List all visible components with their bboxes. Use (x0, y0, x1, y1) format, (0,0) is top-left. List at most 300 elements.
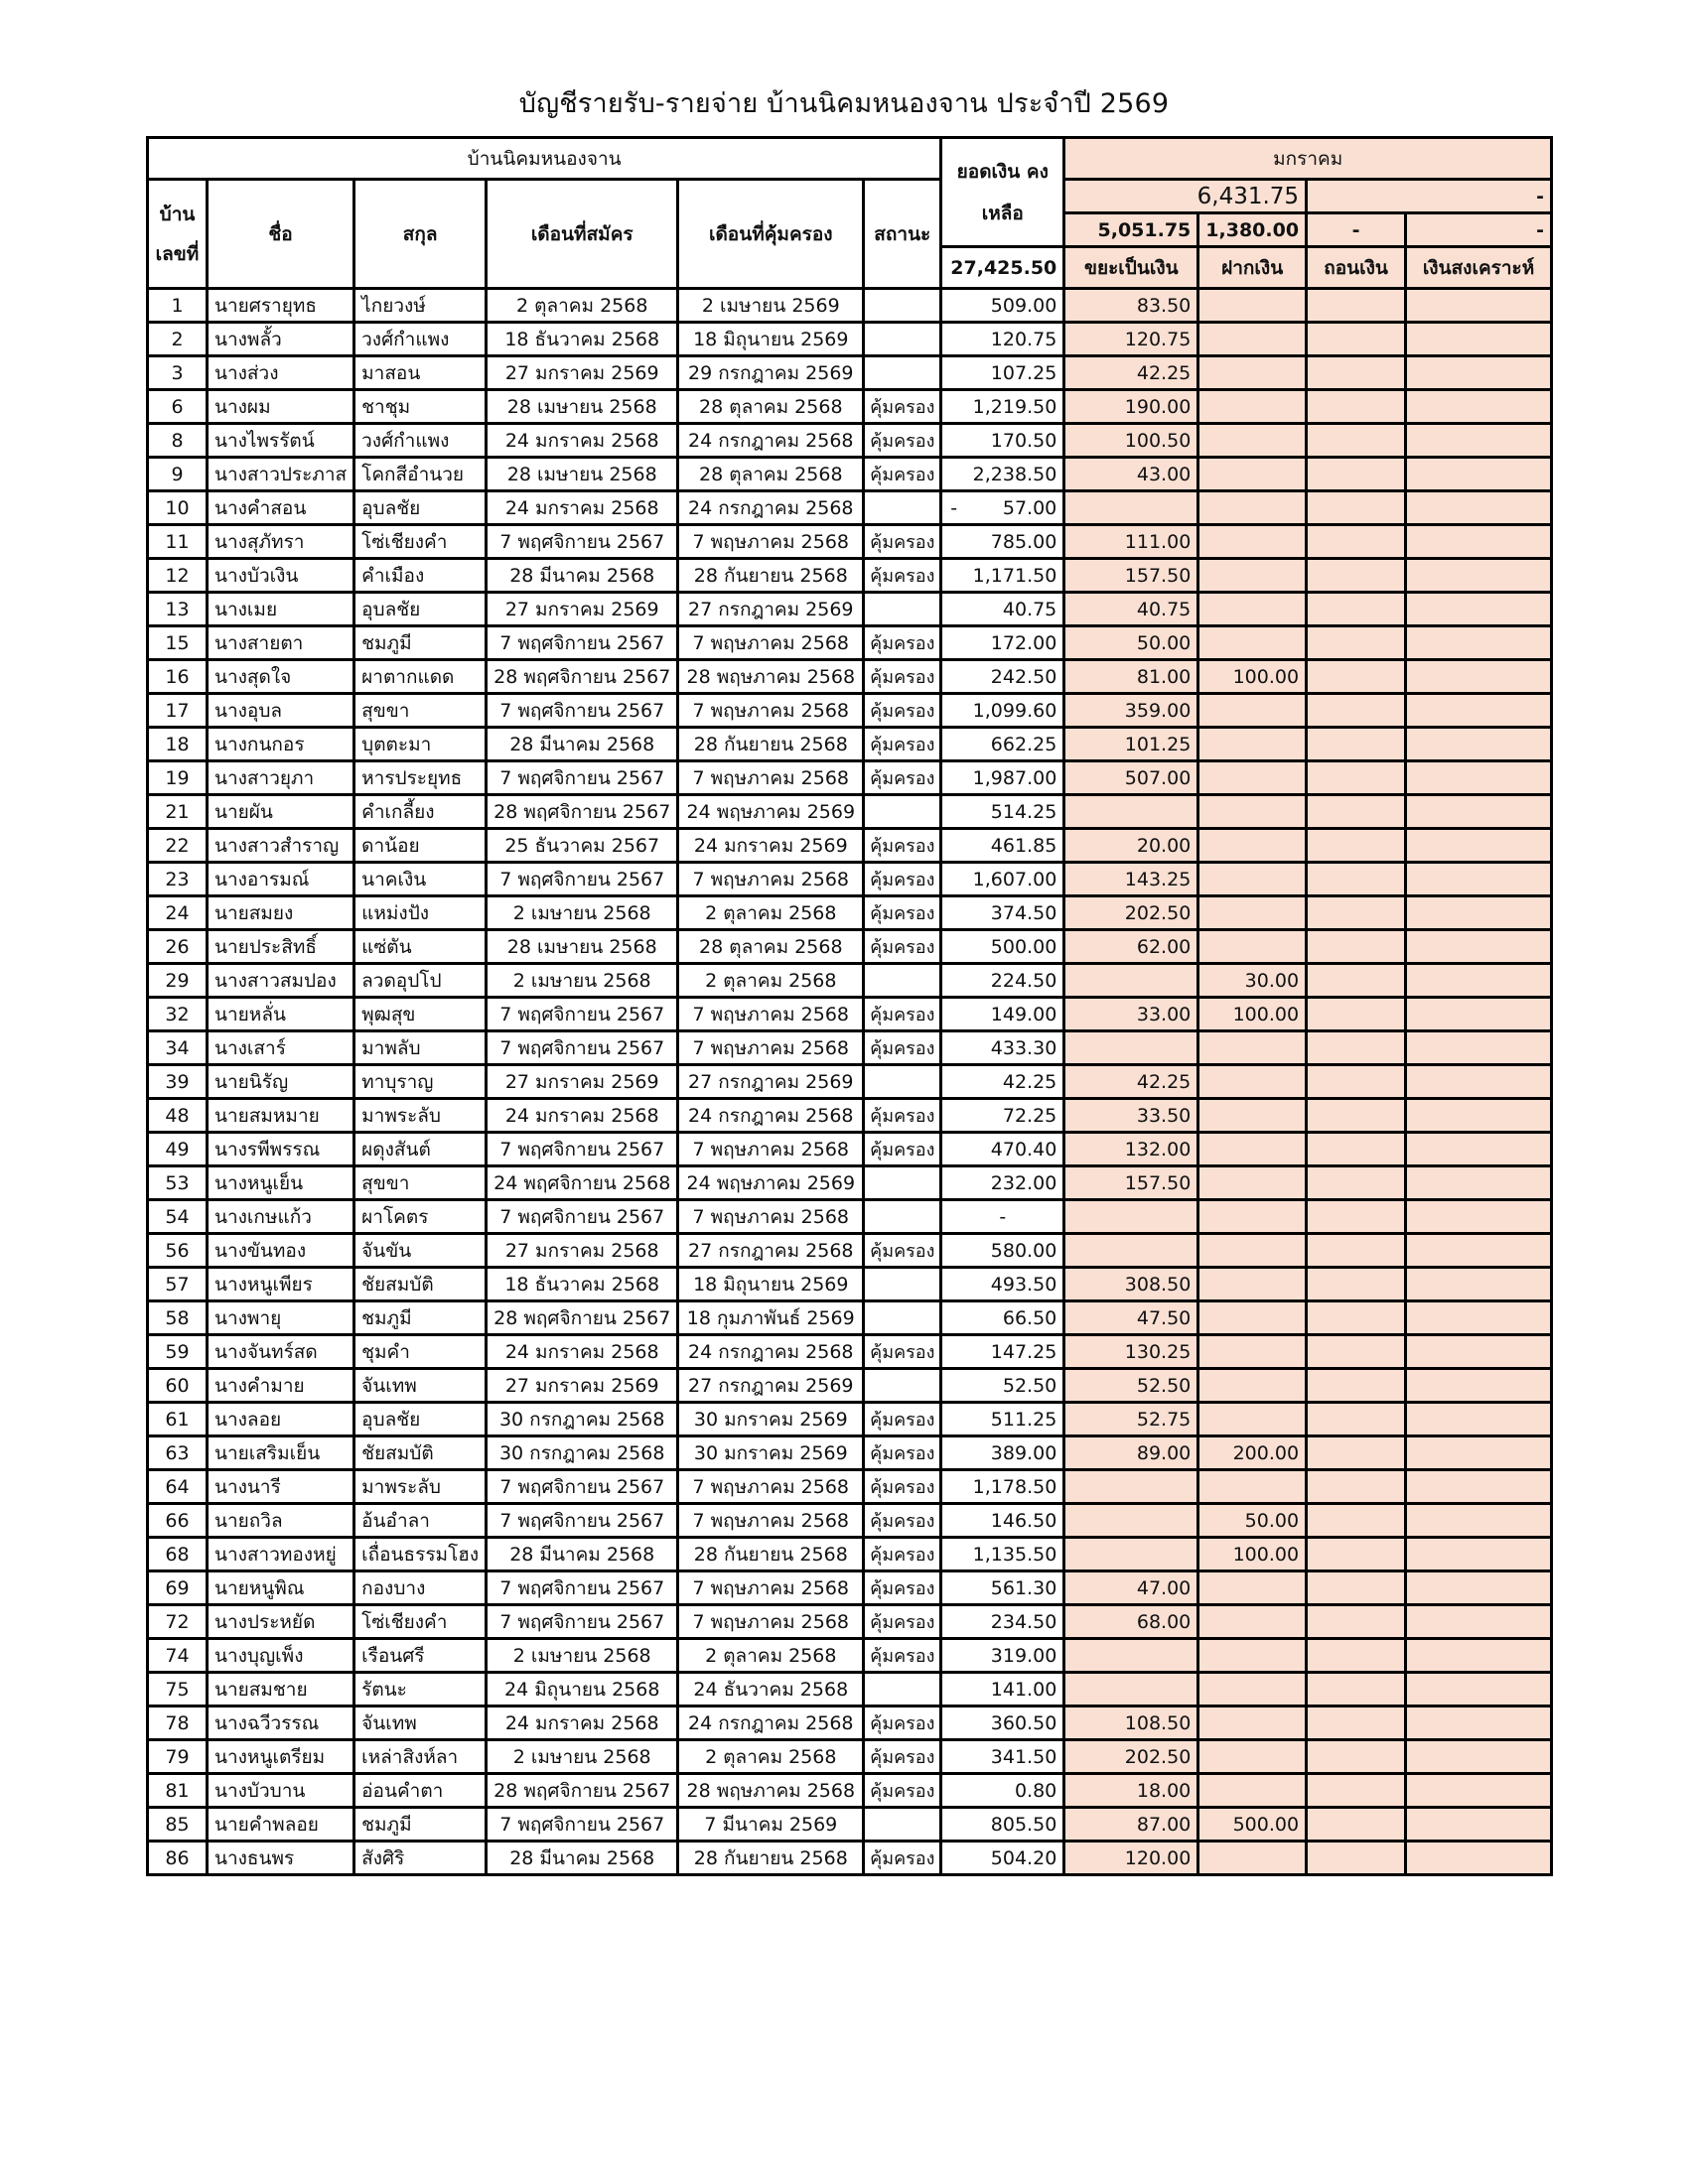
status-cell: คุ้มครอง (864, 1605, 941, 1639)
status-cell: คุ้มครอง (864, 829, 941, 863)
deposit-cell (1198, 1234, 1307, 1268)
protect-month-cell: 24 กรกฎาคม 2568 (678, 1335, 864, 1369)
garbage-cell: 132.00 (1064, 1133, 1198, 1166)
name-cell: นางจันทร์สด (208, 1335, 354, 1369)
surname-cell: คำเกลี้ยง (354, 795, 487, 829)
protect-month-cell: 7 พฤษภาคม 2568 (678, 863, 864, 896)
balance-cell: - (941, 1200, 1064, 1234)
table-row (148, 525, 1552, 559)
balance-cell: 580.00 (941, 1234, 1064, 1268)
apply-month-cell: 7 พฤศจิกายน 2567 (487, 761, 678, 795)
withdraw-cell (1307, 694, 1406, 728)
house-no-cell: 74 (148, 1639, 208, 1673)
status-cell (864, 795, 941, 829)
welfare-cell (1406, 1605, 1552, 1639)
apply-month-cell: 28 มีนาคม 2568 (487, 728, 678, 761)
name-cell: นางนารี (208, 1470, 354, 1504)
deposit-cell: 100.00 (1198, 998, 1307, 1031)
balance-cell: 514.25 (941, 795, 1064, 829)
deposit-cell (1198, 1369, 1307, 1403)
protect-month-cell: 7 พฤษภาคม 2568 (678, 1504, 864, 1538)
welfare-cell (1406, 863, 1552, 896)
name-cell: นางหนูเย็น (208, 1166, 354, 1200)
apply-month-cell: 28 พฤศจิกายน 2567 (487, 795, 678, 829)
welfare-cell (1406, 728, 1552, 761)
status-cell: คุ้มครอง (864, 998, 941, 1031)
name-cell: นางผม (208, 390, 354, 424)
name-cell: นางบัวบาน (208, 1774, 354, 1808)
name-cell: นายสมชาย (208, 1673, 354, 1706)
deposit-cell: 30.00 (1198, 964, 1307, 998)
balance-cell: 1,135.50 (941, 1538, 1064, 1571)
apply-month-cell: 7 พฤศจิกายน 2567 (487, 626, 678, 660)
table-row (148, 930, 1552, 964)
garbage-cell: 143.25 (1064, 863, 1198, 896)
deposit-cell (1198, 626, 1307, 660)
table-row (148, 1774, 1552, 1808)
surname-cell: กองบาง (354, 1571, 487, 1605)
house-no-cell: 34 (148, 1031, 208, 1065)
balance-cell: 341.50 (941, 1740, 1064, 1774)
apply-month-cell: 28 มีนาคม 2568 (487, 1538, 678, 1571)
deposit-cell (1198, 1268, 1307, 1301)
protect-month-cell: 7 พฤษภาคม 2568 (678, 998, 864, 1031)
withdraw-cell (1307, 1605, 1406, 1639)
garbage-cell: 52.50 (1064, 1369, 1198, 1403)
balance-cell: 1,099.60 (941, 694, 1064, 728)
table-row (148, 761, 1552, 795)
deposit-cell (1198, 424, 1307, 458)
status-cell: คุ้มครอง (864, 1504, 941, 1538)
withdraw-cell (1307, 896, 1406, 930)
balance-cell: 66.50 (941, 1301, 1064, 1335)
name-cell: นายเสริมเย็น (208, 1436, 354, 1470)
withdraw-cell (1307, 593, 1406, 626)
garbage-cell (1064, 1504, 1198, 1538)
withdraw-cell (1307, 761, 1406, 795)
deposit-cell (1198, 593, 1307, 626)
deposit-cell (1198, 694, 1307, 728)
name-cell: นางฉวีวรรณ (208, 1706, 354, 1740)
table-row (148, 998, 1552, 1031)
apply-month-cell: 27 มกราคม 2568 (487, 1234, 678, 1268)
status-cell: คุ้มครอง (864, 1740, 941, 1774)
garbage-cell: 202.50 (1064, 1740, 1198, 1774)
apply-month-cell: 18 ธันวาคม 2568 (487, 1268, 678, 1301)
deposit-cell: 100.00 (1198, 1538, 1307, 1571)
house-no-cell: 10 (148, 491, 208, 525)
name-cell: นางสาวประภาส (208, 458, 354, 491)
surname-cell: เรือนศรี (354, 1639, 487, 1673)
status-cell: คุ้มครอง (864, 1436, 941, 1470)
surname-cell: ชุมคำ (354, 1335, 487, 1369)
withdraw-cell (1307, 458, 1406, 491)
deposit-cell (1198, 795, 1307, 829)
surname-cell: โซ่เชียงคำ (354, 525, 487, 559)
deposit-cell (1198, 1470, 1307, 1504)
deposit-cell (1198, 1166, 1307, 1200)
balance-value: 57.00 (1002, 496, 1057, 519)
surname-cell: วงศ์กำแพง (354, 424, 487, 458)
welfare-cell (1406, 1369, 1552, 1403)
apply-month-cell: 24 มกราคม 2568 (487, 1335, 678, 1369)
surname-cell: สุขขา (354, 1166, 487, 1200)
name-cell: นางเมย (208, 593, 354, 626)
house-no-cell: 17 (148, 694, 208, 728)
welfare-cell (1406, 1403, 1552, 1436)
balance-cell: 511.25 (941, 1403, 1064, 1436)
garbage-cell: 33.00 (1064, 998, 1198, 1031)
status-cell: คุ้มครอง (864, 1335, 941, 1369)
deposit-cell (1198, 491, 1307, 525)
garbage-cell: 120.00 (1064, 1842, 1198, 1875)
protect-month-cell: 24 พฤษภาคม 2569 (678, 795, 864, 829)
house-no-cell: 78 (148, 1706, 208, 1740)
name-cell: นางสาวสมปอง (208, 964, 354, 998)
house-no-cell: 23 (148, 863, 208, 896)
welfare-cell (1406, 660, 1552, 694)
table-row (148, 1639, 1552, 1673)
deposit-cell: 200.00 (1198, 1436, 1307, 1470)
table-row (148, 1706, 1552, 1740)
deposit-cell (1198, 1774, 1307, 1808)
apply-month-cell: 2 ตุลาคม 2568 (487, 289, 678, 323)
protect-month-cell: 24 มกราคม 2569 (678, 829, 864, 863)
status-cell: คุ้มครอง (864, 424, 941, 458)
status-cell (864, 289, 941, 323)
house-no-cell: 12 (148, 559, 208, 593)
surname-cell: จันเทพ (354, 1369, 487, 1403)
protect-month-cell: 28 กันยายน 2568 (678, 1842, 864, 1875)
house-no-cell: 6 (148, 390, 208, 424)
garbage-cell: 101.25 (1064, 728, 1198, 761)
balance-cell: 147.25 (941, 1335, 1064, 1369)
balance-cell: 146.50 (941, 1504, 1064, 1538)
table-row (148, 829, 1552, 863)
apply-month-cell: 30 กรกฎาคม 2568 (487, 1436, 678, 1470)
welfare-cell (1406, 458, 1552, 491)
welfare-cell (1406, 1065, 1552, 1099)
name-cell: นายหนูพิณ (208, 1571, 354, 1605)
status-cell: คุ้มครอง (864, 1403, 941, 1436)
balance-cell: 2,238.50 (941, 458, 1064, 491)
table-row (148, 863, 1552, 896)
garbage-header: ขยะเป็นเงิน (1064, 247, 1198, 289)
table-row (148, 1605, 1552, 1639)
table-row (148, 728, 1552, 761)
withdraw-cell (1307, 1133, 1406, 1166)
balance-cell: 433.30 (941, 1031, 1064, 1065)
surname-cell: มาพระลับ (354, 1470, 487, 1504)
surname-cell: ดาน้อย (354, 829, 487, 863)
balance-cell: 389.00 (941, 1436, 1064, 1470)
ledger-body (148, 289, 1552, 1875)
deposit-cell (1198, 1740, 1307, 1774)
withdraw-cell (1307, 1234, 1406, 1268)
garbage-cell (1064, 1234, 1198, 1268)
garbage-cell: 42.25 (1064, 1065, 1198, 1099)
apply-month-cell: 7 พฤศจิกายน 2567 (487, 1200, 678, 1234)
name-cell: นางพลั้ว (208, 323, 354, 356)
welfare-cell (1406, 1031, 1552, 1065)
garbage-cell: 83.50 (1064, 289, 1198, 323)
name-cell: นายศรายุทธ (208, 289, 354, 323)
deposit-cell (1198, 1065, 1307, 1099)
status-cell (864, 1673, 941, 1706)
table-row (148, 896, 1552, 930)
protect-month-cell: 27 กรกฎาคม 2569 (678, 1065, 864, 1099)
welfare-cell (1406, 1808, 1552, 1842)
name-cell: นางส่วง (208, 356, 354, 390)
garbage-cell: 157.50 (1064, 1166, 1198, 1200)
welfare-cell (1406, 1335, 1552, 1369)
table-row (148, 1740, 1552, 1774)
status-header: สถานะ (864, 180, 941, 289)
name-cell: นางพายุ (208, 1301, 354, 1335)
surname-cell: มาพลับ (354, 1031, 487, 1065)
status-cell: คุ้มครอง (864, 1538, 941, 1571)
table-row (148, 559, 1552, 593)
deposit-cell (1198, 728, 1307, 761)
surname-cell: อ้นอำลา (354, 1504, 487, 1538)
garbage-cell: 120.75 (1064, 323, 1198, 356)
status-cell (864, 1200, 941, 1234)
balance-cell: 319.00 (941, 1639, 1064, 1673)
table-row (148, 356, 1552, 390)
apply-month-cell: 7 พฤศจิกายน 2567 (487, 1808, 678, 1842)
table-row (148, 1234, 1552, 1268)
protect-month-cell: 18 กุมภาพันธ์ 2569 (678, 1301, 864, 1335)
house-no-cell: 53 (148, 1166, 208, 1200)
status-cell: คุ้มครอง (864, 1133, 941, 1166)
name-header: ชื่อ (208, 180, 354, 289)
welfare-cell (1406, 1571, 1552, 1605)
protect-month-cell: 28 พฤษภาคม 2568 (678, 660, 864, 694)
withdraw-cell (1307, 1369, 1406, 1403)
withdraw-cell (1307, 1166, 1406, 1200)
surname-cell: จันขัน (354, 1234, 487, 1268)
surname-cell: แซ่ตัน (354, 930, 487, 964)
name-cell: นายผัน (208, 795, 354, 829)
protect-month-cell: 18 มิถุนายน 2569 (678, 1268, 864, 1301)
protect-month-cell: 28 ตุลาคม 2568 (678, 458, 864, 491)
deposit-cell (1198, 356, 1307, 390)
apply-month-cell: 24 มิถุนายน 2568 (487, 1673, 678, 1706)
status-cell: คุ้มครอง (864, 390, 941, 424)
surname-cell: ชัยสมบัติ (354, 1268, 487, 1301)
house-no-cell: 21 (148, 795, 208, 829)
table-row (148, 1268, 1552, 1301)
welfare-cell (1406, 1099, 1552, 1133)
welfare-cell (1406, 1470, 1552, 1504)
welfare-cell (1406, 1268, 1552, 1301)
withdraw-cell (1307, 1538, 1406, 1571)
house-no-cell: 58 (148, 1301, 208, 1335)
balance-cell: 172.00 (941, 626, 1064, 660)
house-no-cell: 69 (148, 1571, 208, 1605)
deposit-cell (1198, 761, 1307, 795)
welfare-cell (1406, 593, 1552, 626)
garbage-cell: 111.00 (1064, 525, 1198, 559)
apply-month-cell: 28 เมษายน 2568 (487, 458, 678, 491)
withdraw-cell (1307, 964, 1406, 998)
protect-month-cell: 7 พฤษภาคม 2568 (678, 525, 864, 559)
withdraw-cell (1307, 1774, 1406, 1808)
name-cell: นางเสาร์ (208, 1031, 354, 1065)
house-no-cell: 54 (148, 1200, 208, 1234)
table-row (148, 1538, 1552, 1571)
table-row (148, 323, 1552, 356)
house-no-cell: 19 (148, 761, 208, 795)
protect-month-cell: 7 พฤษภาคม 2568 (678, 626, 864, 660)
apply-month-cell: 24 มกราคม 2568 (487, 424, 678, 458)
status-cell: คุ้มครอง (864, 1639, 941, 1673)
garbage-cell: 68.00 (1064, 1605, 1198, 1639)
apply-month-cell: 2 เมษายน 2568 (487, 1740, 678, 1774)
apply-month-cell: 24 มกราคม 2568 (487, 491, 678, 525)
garbage-cell: 81.00 (1064, 660, 1198, 694)
balance-cell: 72.25 (941, 1099, 1064, 1133)
table-row (148, 1842, 1552, 1875)
surname-cell: มาสอน (354, 356, 487, 390)
withdraw-cell (1307, 626, 1406, 660)
name-cell: นายสมยง (208, 896, 354, 930)
apply-month-cell: 7 พฤศจิกายน 2567 (487, 1605, 678, 1639)
balance-cell: 374.50 (941, 896, 1064, 930)
welfare-cell (1406, 930, 1552, 964)
withdraw-cell (1307, 1639, 1406, 1673)
table-row (148, 1369, 1552, 1403)
deposit-cell (1198, 1200, 1307, 1234)
protect-month-cell: 7 พฤษภาคม 2568 (678, 1133, 864, 1166)
status-cell: คุ้มครอง (864, 626, 941, 660)
name-cell: นายประสิทธิ์ (208, 930, 354, 964)
surname-cell: ไกยวงษ์ (354, 289, 487, 323)
status-cell (864, 356, 941, 390)
welfare-cell (1406, 1301, 1552, 1335)
withdraw-cell (1307, 1301, 1406, 1335)
balance-total: 27,425.50 (941, 247, 1064, 289)
status-cell: คุ้มครอง (864, 1031, 941, 1065)
status-cell: คุ้มครอง (864, 1842, 941, 1875)
surname-cell: ชมภูมี (354, 1301, 487, 1335)
table-row (148, 1200, 1552, 1234)
garbage-cell: 202.50 (1064, 896, 1198, 930)
withdraw-cell (1307, 491, 1406, 525)
withdraw-cell (1307, 1200, 1406, 1234)
table-row (148, 1335, 1552, 1369)
withdraw-cell (1307, 1335, 1406, 1369)
deposit-cell (1198, 1133, 1307, 1166)
table-row (148, 1166, 1552, 1200)
status-cell: คุ้มครอง (864, 1099, 941, 1133)
welfare-cell (1406, 761, 1552, 795)
garbage-cell: 87.00 (1064, 1808, 1198, 1842)
deposit-cell (1198, 390, 1307, 424)
house-no-cell: 49 (148, 1133, 208, 1166)
status-cell: คุ้มครอง (864, 694, 941, 728)
apply-month-cell: 2 เมษายน 2568 (487, 1639, 678, 1673)
status-cell (864, 491, 941, 525)
house-no-cell: 18 (148, 728, 208, 761)
withdraw-cell (1307, 998, 1406, 1031)
balance-cell: 1,987.00 (941, 761, 1064, 795)
month-income-total: 6,431.75 (1064, 180, 1307, 213)
surname-header: สกุล (354, 180, 487, 289)
status-cell: คุ้มครอง (864, 1571, 941, 1605)
house-no-cell: 59 (148, 1335, 208, 1369)
welfare-cell (1406, 626, 1552, 660)
withdraw-cell (1307, 1436, 1406, 1470)
table-row (148, 289, 1552, 323)
surname-cell: หารประยุทธ (354, 761, 487, 795)
garbage-cell: 108.50 (1064, 1706, 1198, 1740)
protect-month-cell: 24 กรกฎาคม 2568 (678, 1099, 864, 1133)
welfare-cell (1406, 694, 1552, 728)
garbage-cell: 50.00 (1064, 626, 1198, 660)
status-cell: คุ้มครอง (864, 761, 941, 795)
garbage-cell (1064, 964, 1198, 998)
protect-month-cell: 7 พฤษภาคม 2568 (678, 761, 864, 795)
table-row (148, 1436, 1552, 1470)
welfare-cell (1406, 829, 1552, 863)
deposit-cell (1198, 930, 1307, 964)
apply-month-cell: 28 เมษายน 2568 (487, 930, 678, 964)
withdraw-cell (1307, 829, 1406, 863)
welfare-cell (1406, 795, 1552, 829)
withdraw-cell (1307, 1740, 1406, 1774)
withdraw-cell (1307, 1504, 1406, 1538)
deposit-cell (1198, 1571, 1307, 1605)
protect-month-cell: 24 กรกฎาคม 2568 (678, 424, 864, 458)
surname-cell: จันเทพ (354, 1706, 487, 1740)
balance-header: ยอดเงิน คงเหลือ (941, 138, 1064, 247)
protect-month-cell: 7 มีนาคม 2569 (678, 1808, 864, 1842)
apply-month-cell: 28 พฤศจิกายน 2567 (487, 660, 678, 694)
house-no-cell: 79 (148, 1740, 208, 1774)
table-row (148, 491, 1552, 525)
garbage-cell (1064, 1639, 1198, 1673)
name-cell: นางประหยัด (208, 1605, 354, 1639)
name-cell: นายคำพลอย (208, 1808, 354, 1842)
balance-cell: 170.50 (941, 424, 1064, 458)
house-no-cell: 29 (148, 964, 208, 998)
surname-cell: อุบลชัย (354, 491, 487, 525)
welfare-cell (1406, 491, 1552, 525)
house-no-cell: 75 (148, 1673, 208, 1706)
deposit-cell (1198, 1639, 1307, 1673)
table-row (148, 458, 1552, 491)
protect-month-cell: 24 ธันวาคม 2568 (678, 1673, 864, 1706)
deposit-cell: 500.00 (1198, 1808, 1307, 1842)
surname-cell: โคกสีอำนวย (354, 458, 487, 491)
deposit-cell (1198, 1031, 1307, 1065)
withdraw-cell (1307, 525, 1406, 559)
apply-month-cell: 7 พฤศจิกายน 2567 (487, 863, 678, 896)
surname-cell: ผาตากแดด (354, 660, 487, 694)
balance-cell: 107.25 (941, 356, 1064, 390)
surname-cell: ชมภูมี (354, 626, 487, 660)
house-no-cell: 39 (148, 1065, 208, 1099)
status-cell: คุ้มครอง (864, 896, 941, 930)
protect-month-cell: 28 กันยายน 2568 (678, 559, 864, 593)
house-no-cell: 57 (148, 1268, 208, 1301)
balance-cell: 242.50 (941, 660, 1064, 694)
balance-cell: 461.85 (941, 829, 1064, 863)
apply-month-cell: 7 พฤศจิกายน 2567 (487, 998, 678, 1031)
name-cell: นางคำสอน (208, 491, 354, 525)
surname-cell: บุตตะมา (354, 728, 487, 761)
